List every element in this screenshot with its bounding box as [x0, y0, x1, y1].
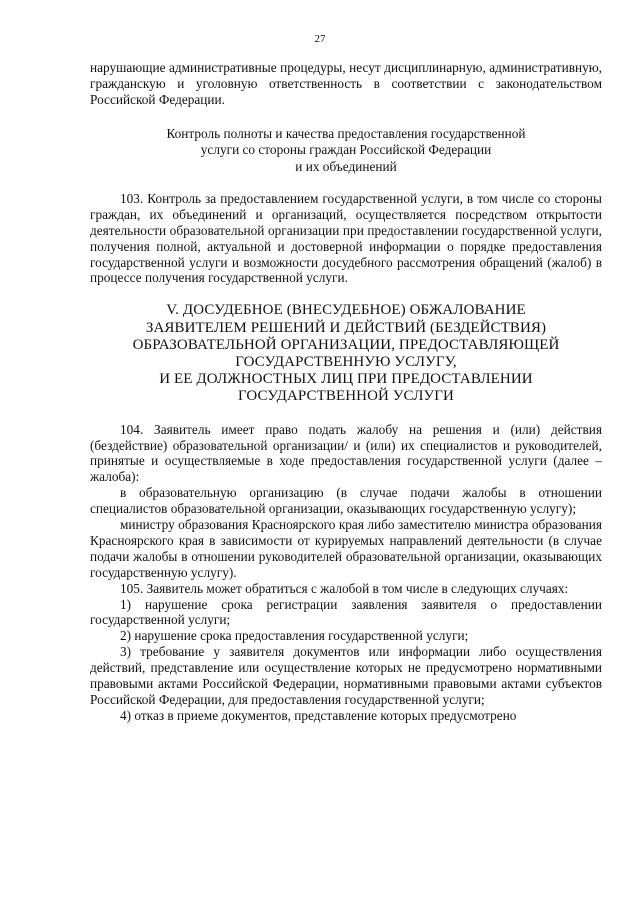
paragraph-103: 103. Контроль за предоставлением государственной услуги, в том числе со стороны граждан, их объединений и организаций, осуществляется посредством открытости деятельности образовательной организации при предоставлении государственной услуги, получения полной, актуальной и достоверной информации о порядке предоставления государственной услуги и возможности досудебного рассмотрения обращений (жалоб) в процессе получения государственной услуги.	[90, 190, 602, 286]
subheading-line: услуги со стороны граждан Российской Федерации	[200, 142, 492, 158]
section-heading-line: ОБРАЗОВАТЕЛЬНОЙ ОРГАНИЗАЦИИ, ПРЕДОСТАВЛЯЮЩЕЙ	[132, 336, 560, 353]
subheading-control	[90, 126, 602, 175]
section-heading-line: V. ДОСУДЕБНОЕ (ВНЕСУДЕБНОЕ) ОБЖАЛОВАНИЕ	[166, 302, 526, 319]
paragraph-104-a: в образовательную организацию (в случае подачи жалобы в отношении специалистов образовательной организации, оказывающих государственную услугу);	[90, 485, 602, 517]
page-number: 27	[314, 33, 326, 45]
section-heading-line: ЗАЯВИТЕЛЕМ РЕШЕНИЙ И ДЕЙСТВИЙ (БЕЗДЕЙСТВИЯ)	[145, 319, 547, 336]
paragraph-105-item-1: 1) нарушение срока регистрации заявления заявителя о предоставлении государственной услуги;	[90, 596, 602, 628]
page-content	[90, 60, 602, 724]
section-heading-line: ГОСУДАРСТВЕННУЮ УСЛУГУ,	[235, 353, 457, 370]
paragraph-105-item-3: 3) требование у заявителя документов или информации либо осуществления действий, представление или осуществление которых не предусмотрено нормативными правовыми актами Российской Федерации, нормативными правовыми актами субъектов Российской Федерации, для предоставления государственной услуги;	[90, 644, 602, 707]
paragraph-105: 105. Заявитель может обратиться с жалобой в том числе в следующих случаях:	[120, 580, 569, 596]
paragraph-continuation: нарушающие административные процедуры, несут дисциплинарную, административную, гражданскую и уголовную ответственность в соответствии с законодательством Российской Федерации.	[90, 60, 602, 107]
subheading-line: Контроль полноты и качества предоставления государственной	[166, 125, 526, 141]
paragraph-104: 104. Заявитель имеет право подать жалобу на решения и (или) действия (бездействие) образовательной организации/ и (или) их специалистов и руководителей, принятые и осуществляемые в ходе предоставления государственной услуги (далее – жалоба):	[90, 421, 602, 485]
section-heading-line: ГОСУДАРСТВЕННОЙ УСЛУГИ	[238, 388, 454, 405]
paragraph-104-b: министру образования Красноярского края либо заместителю министра образования Красноярского края в зависимости от курируемых направлений деятельности (в случае подачи жалобы в отношении руководителей образовательной организации, оказывающих государственную услугу).	[90, 517, 602, 580]
subheading-line: и их объединений	[295, 158, 397, 174]
section-heading-v	[90, 302, 602, 405]
section-heading-line: И ЕЕ ДОЛЖНОСТНЫХ ЛИЦ ПРИ ПРЕДОСТАВЛЕНИИ	[159, 371, 533, 388]
paragraph-105-item-4: 4) отказ в приеме документов, представление которых предусмотрено	[120, 707, 517, 723]
paragraph-105-item-2: 2) нарушение срока предоставления государственной услуги;	[120, 628, 469, 644]
